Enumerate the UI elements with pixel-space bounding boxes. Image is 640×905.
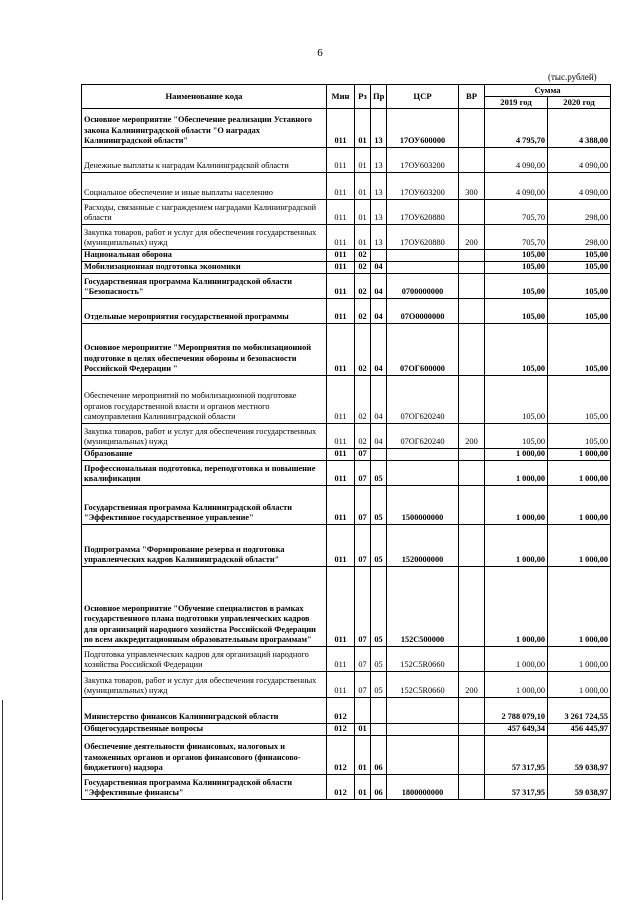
cell-csr: 17ОУ603200 [387, 148, 459, 173]
cell-name: Национальная оборона [82, 250, 327, 262]
cell-sum-2019: 4 090,00 [485, 148, 548, 173]
table-row [82, 525, 611, 567]
cell-sum-2019: 1 000,00 [485, 567, 548, 647]
cell-sum-2020: 1 000,00 [548, 525, 611, 567]
cell-csr: 152С5R0660 [387, 672, 459, 698]
cell-name: Министерство финансов Калининградской области [82, 698, 327, 724]
cell-min: 011 [327, 148, 355, 173]
cell-pr: 04 [371, 424, 387, 449]
cell-min: 011 [327, 200, 355, 225]
cell-sum-2019: 57 317,95 [485, 736, 548, 775]
cell-pr: 13 [371, 200, 387, 225]
cell-vr [459, 274, 485, 299]
cell-name: Обеспечение деятельности финансовых, налоговых и таможенных органов и органов финансового (финансово-бюджетного) надзора [82, 736, 327, 775]
cell-rz: 07 [355, 567, 371, 647]
cell-rz: 01 [355, 109, 371, 148]
table-row [82, 225, 611, 250]
cell-name: Денежные выплаты к наградам Калининградской области [82, 148, 327, 173]
cell-rz: 07 [355, 525, 371, 567]
table-row [82, 324, 611, 376]
cell-sum-2019: 105,00 [485, 262, 548, 274]
cell-sum-2019: 705,70 [485, 200, 548, 225]
cell-min: 011 [327, 262, 355, 274]
cell-name: Государственная программа Калининградской области "Эффективные финансы" [82, 775, 327, 800]
cell-name: Закупка товаров, работ и услуг для обеспечения государственных (муниципальных) нужд [82, 424, 327, 449]
cell-pr: 05 [371, 486, 387, 525]
cell-min: 011 [327, 274, 355, 299]
cell-name: Государственная программа Калининградской области "Безопасность" [82, 274, 327, 299]
cell-csr [387, 250, 459, 262]
cell-pr: 06 [371, 736, 387, 775]
cell-sum-2020: 1 000,00 [548, 567, 611, 647]
cell-rz: 02 [355, 424, 371, 449]
cell-sum-2019: 1 000,00 [485, 647, 548, 672]
cell-sum-2020: 4 388,00 [548, 109, 611, 148]
cell-name: Закупка товаров, работ и услуг для обеспечения государственных (муниципальных) нужд [82, 672, 327, 698]
table-row [82, 424, 611, 449]
cell-vr [459, 324, 485, 376]
cell-sum-2020: 59 038,97 [548, 775, 611, 800]
cell-pr: 04 [371, 324, 387, 376]
cell-min: 012 [327, 775, 355, 800]
cell-sum-2020: 105,00 [548, 274, 611, 299]
cell-vr: 200 [459, 424, 485, 449]
cell-csr: 0700000000 [387, 274, 459, 299]
cell-csr: 07ОГ620240 [387, 376, 459, 424]
cell-name: Основное мероприятие "Мероприятия по мобилизационной подготовке в целях обеспечения обороны и безопасности Российской Федерации " [82, 324, 327, 376]
cell-name: Закупка товаров, работ и услуг для обеспечения государственных (муниципальных) нужд [82, 225, 327, 250]
header-rz: Рз [355, 85, 371, 109]
cell-sum-2020: 105,00 [548, 324, 611, 376]
cell-name: Общегосударственные вопросы [82, 724, 327, 736]
cell-csr: 17ОУ620880 [387, 200, 459, 225]
cell-rz: 01 [355, 148, 371, 173]
cell-csr: 152С5R0660 [387, 647, 459, 672]
cell-vr [459, 299, 485, 324]
header-2019: 2019 год [485, 97, 548, 109]
cell-sum-2019: 105,00 [485, 299, 548, 324]
table-row [82, 274, 611, 299]
cell-min: 011 [327, 647, 355, 672]
cell-vr [459, 262, 485, 274]
cell-sum-2019: 105,00 [485, 324, 548, 376]
cell-min: 012 [327, 736, 355, 775]
cell-sum-2019: 1 000,00 [485, 672, 548, 698]
cell-csr: 1800000000 [387, 775, 459, 800]
cell-sum-2019: 105,00 [485, 274, 548, 299]
cell-csr: 07ОГ600000 [387, 324, 459, 376]
cell-pr: 04 [371, 274, 387, 299]
cell-sum-2020: 105,00 [548, 299, 611, 324]
table-row [82, 109, 611, 148]
cell-pr: 05 [371, 567, 387, 647]
cell-sum-2020: 298,00 [548, 225, 611, 250]
cell-rz: 02 [355, 324, 371, 376]
cell-sum-2019: 1 000,00 [485, 449, 548, 461]
cell-vr [459, 647, 485, 672]
table-row [82, 299, 611, 324]
cell-vr [459, 148, 485, 173]
cell-min: 011 [327, 461, 355, 486]
cell-name: Мобилизационная подготовка экономики [82, 262, 327, 274]
cell-min: 011 [327, 424, 355, 449]
cell-min: 011 [327, 672, 355, 698]
cell-min: 011 [327, 449, 355, 461]
cell-vr [459, 698, 485, 724]
cell-min: 012 [327, 698, 355, 724]
cell-sum-2019: 4 090,00 [485, 173, 548, 200]
cell-pr: 13 [371, 225, 387, 250]
cell-csr: 1500000000 [387, 486, 459, 525]
cell-sum-2019: 1 000,00 [485, 461, 548, 486]
cell-pr [371, 698, 387, 724]
cell-sum-2020: 105,00 [548, 262, 611, 274]
cell-name: Подпрограмма "Формирование резерва и подготовка управленческих кадров Калининградской области" [82, 525, 327, 567]
cell-rz: 01 [355, 173, 371, 200]
cell-min: 011 [327, 525, 355, 567]
cell-csr: 17ОУ620880 [387, 225, 459, 250]
cell-csr [387, 262, 459, 274]
cell-name: Отдельные мероприятия государственной программы [82, 299, 327, 324]
cell-csr: 07О0000000 [387, 299, 459, 324]
cell-pr: 04 [371, 376, 387, 424]
cell-rz: 01 [355, 200, 371, 225]
table-row [82, 486, 611, 525]
table-row [82, 376, 611, 424]
cell-min: 011 [327, 324, 355, 376]
cell-sum-2020: 298,00 [548, 200, 611, 225]
units-label: (тыс.рублей) [548, 72, 597, 82]
cell-csr: 07ОГ620240 [387, 424, 459, 449]
cell-vr [459, 109, 485, 148]
cell-pr: 05 [371, 525, 387, 567]
table-header-row [82, 85, 611, 97]
cell-rz: 02 [355, 274, 371, 299]
budget-table [81, 84, 611, 800]
cell-pr: 04 [371, 299, 387, 324]
table-row [82, 724, 611, 736]
cell-csr [387, 461, 459, 486]
cell-vr [459, 250, 485, 262]
cell-sum-2020: 105,00 [548, 424, 611, 449]
table-row [82, 567, 611, 647]
cell-name: Расходы, связанные с награждением наградами Калининградской области [82, 200, 327, 225]
cell-rz: 01 [355, 736, 371, 775]
cell-sum-2019: 57 317,95 [485, 775, 548, 800]
table-row [82, 250, 611, 262]
cell-sum-2020: 105,00 [548, 250, 611, 262]
cell-pr: 05 [371, 672, 387, 698]
cell-sum-2019: 4 795,70 [485, 109, 548, 148]
cell-sum-2019: 1 000,00 [485, 525, 548, 567]
cell-sum-2020: 1 000,00 [548, 647, 611, 672]
cell-vr [459, 736, 485, 775]
cell-sum-2019: 105,00 [485, 376, 548, 424]
header-min: Мин [327, 85, 355, 109]
cell-rz: 07 [355, 449, 371, 461]
cell-sum-2020: 1 000,00 [548, 461, 611, 486]
table-row [82, 262, 611, 274]
cell-rz: 07 [355, 672, 371, 698]
cell-pr: 13 [371, 173, 387, 200]
header-csr: ЦСР [387, 85, 459, 109]
cell-csr: 1520000000 [387, 525, 459, 567]
table-row [82, 200, 611, 225]
cell-rz: 01 [355, 724, 371, 736]
cell-vr [459, 724, 485, 736]
table-row [82, 698, 611, 724]
page-number: 6 [317, 47, 323, 59]
cell-sum-2020: 1 000,00 [548, 449, 611, 461]
cell-rz: 02 [355, 376, 371, 424]
cell-name: Социальное обеспечение и иные выплаты населению [82, 173, 327, 200]
cell-vr: 200 [459, 225, 485, 250]
table-row [82, 173, 611, 200]
cell-pr [371, 449, 387, 461]
cell-name: Государственная программа Калининградской области "Эффективное государственное управление" [82, 486, 327, 525]
table-row [82, 775, 611, 800]
cell-min: 011 [327, 250, 355, 262]
cell-sum-2020: 4 090,00 [548, 173, 611, 200]
cell-sum-2019: 2 788 079,10 [485, 698, 548, 724]
header-vr: ВР [459, 85, 485, 109]
cell-csr: 17ОУ600000 [387, 109, 459, 148]
cell-min: 011 [327, 173, 355, 200]
cell-sum-2020: 456 445,97 [548, 724, 611, 736]
header-2020: 2020 год [548, 97, 611, 109]
cell-vr [459, 486, 485, 525]
table-row [82, 148, 611, 173]
cell-sum-2020: 3 261 724,55 [548, 698, 611, 724]
table-row [82, 736, 611, 775]
cell-pr: 04 [371, 262, 387, 274]
cell-sum-2019: 105,00 [485, 250, 548, 262]
cell-vr: 300 [459, 173, 485, 200]
cell-rz: 02 [355, 299, 371, 324]
table-row [82, 647, 611, 672]
cell-min: 011 [327, 225, 355, 250]
cell-min: 011 [327, 567, 355, 647]
cell-name: Образование [82, 449, 327, 461]
cell-name: Подготовка управленческих кадров для организаций народного хозяйства Российской Федерации [82, 647, 327, 672]
cell-csr [387, 736, 459, 775]
cell-pr: 06 [371, 775, 387, 800]
cell-vr [459, 567, 485, 647]
cell-rz: 01 [355, 225, 371, 250]
cell-rz: 02 [355, 250, 371, 262]
cell-name: Обеспечение мероприятий по мобилизационной подготовке органов государственной власти и органов местного самоуправления Калининградской области [82, 376, 327, 424]
cell-pr: 13 [371, 109, 387, 148]
cell-vr [459, 461, 485, 486]
cell-rz: 01 [355, 775, 371, 800]
cell-sum-2020: 1 000,00 [548, 486, 611, 525]
cell-vr [459, 376, 485, 424]
cell-sum-2019: 457 649,34 [485, 724, 548, 736]
cell-rz: 07 [355, 461, 371, 486]
cell-min: 011 [327, 486, 355, 525]
cell-sum-2020: 4 090,00 [548, 148, 611, 173]
cell-rz [355, 698, 371, 724]
cell-name: Профессиональная подготовка, переподготовка и повышение квалификации [82, 461, 327, 486]
cell-pr: 13 [371, 148, 387, 173]
cell-min: 011 [327, 299, 355, 324]
cell-sum-2020: 105,00 [548, 376, 611, 424]
cell-csr [387, 724, 459, 736]
table-row [82, 672, 611, 698]
cell-pr: 05 [371, 461, 387, 486]
cell-rz: 07 [355, 486, 371, 525]
header-sum: Сумма [485, 85, 611, 97]
cell-sum-2019: 105,00 [485, 424, 548, 449]
cell-sum-2019: 1 000,00 [485, 486, 548, 525]
cell-csr [387, 449, 459, 461]
cell-vr [459, 775, 485, 800]
cell-pr [371, 724, 387, 736]
cell-sum-2020: 1 000,00 [548, 672, 611, 698]
header-name: Наименование кода [82, 85, 327, 109]
cell-min: 011 [327, 109, 355, 148]
cell-min: 012 [327, 724, 355, 736]
cell-vr [459, 449, 485, 461]
cell-vr [459, 200, 485, 225]
cell-csr: 152С500000 [387, 567, 459, 647]
cell-pr: 05 [371, 647, 387, 672]
table-row [82, 449, 611, 461]
cell-sum-2019: 705,70 [485, 225, 548, 250]
cell-rz: 07 [355, 647, 371, 672]
cell-name: Основное мероприятие "Обучение специалистов в рамках государственного плана подготовки управленческих кадров для организаций народного хозяйства Российской Федерации по всем аккредитационным образовательным программам" [82, 567, 327, 647]
header-pr: Пр [371, 85, 387, 109]
cell-csr: 17ОУ603200 [387, 173, 459, 200]
cell-rz: 02 [355, 262, 371, 274]
cell-pr [371, 250, 387, 262]
table-row [82, 461, 611, 486]
cell-vr [459, 525, 485, 567]
cell-name: Основное мероприятие "Обеспечение реализации Уставного закона Калининградской области "О наградах Калининградской области" [82, 109, 327, 148]
cell-csr [387, 698, 459, 724]
cell-min: 011 [327, 376, 355, 424]
cell-vr: 200 [459, 672, 485, 698]
cell-sum-2020: 59 038,97 [548, 736, 611, 775]
page-edge-mark [2, 700, 3, 900]
